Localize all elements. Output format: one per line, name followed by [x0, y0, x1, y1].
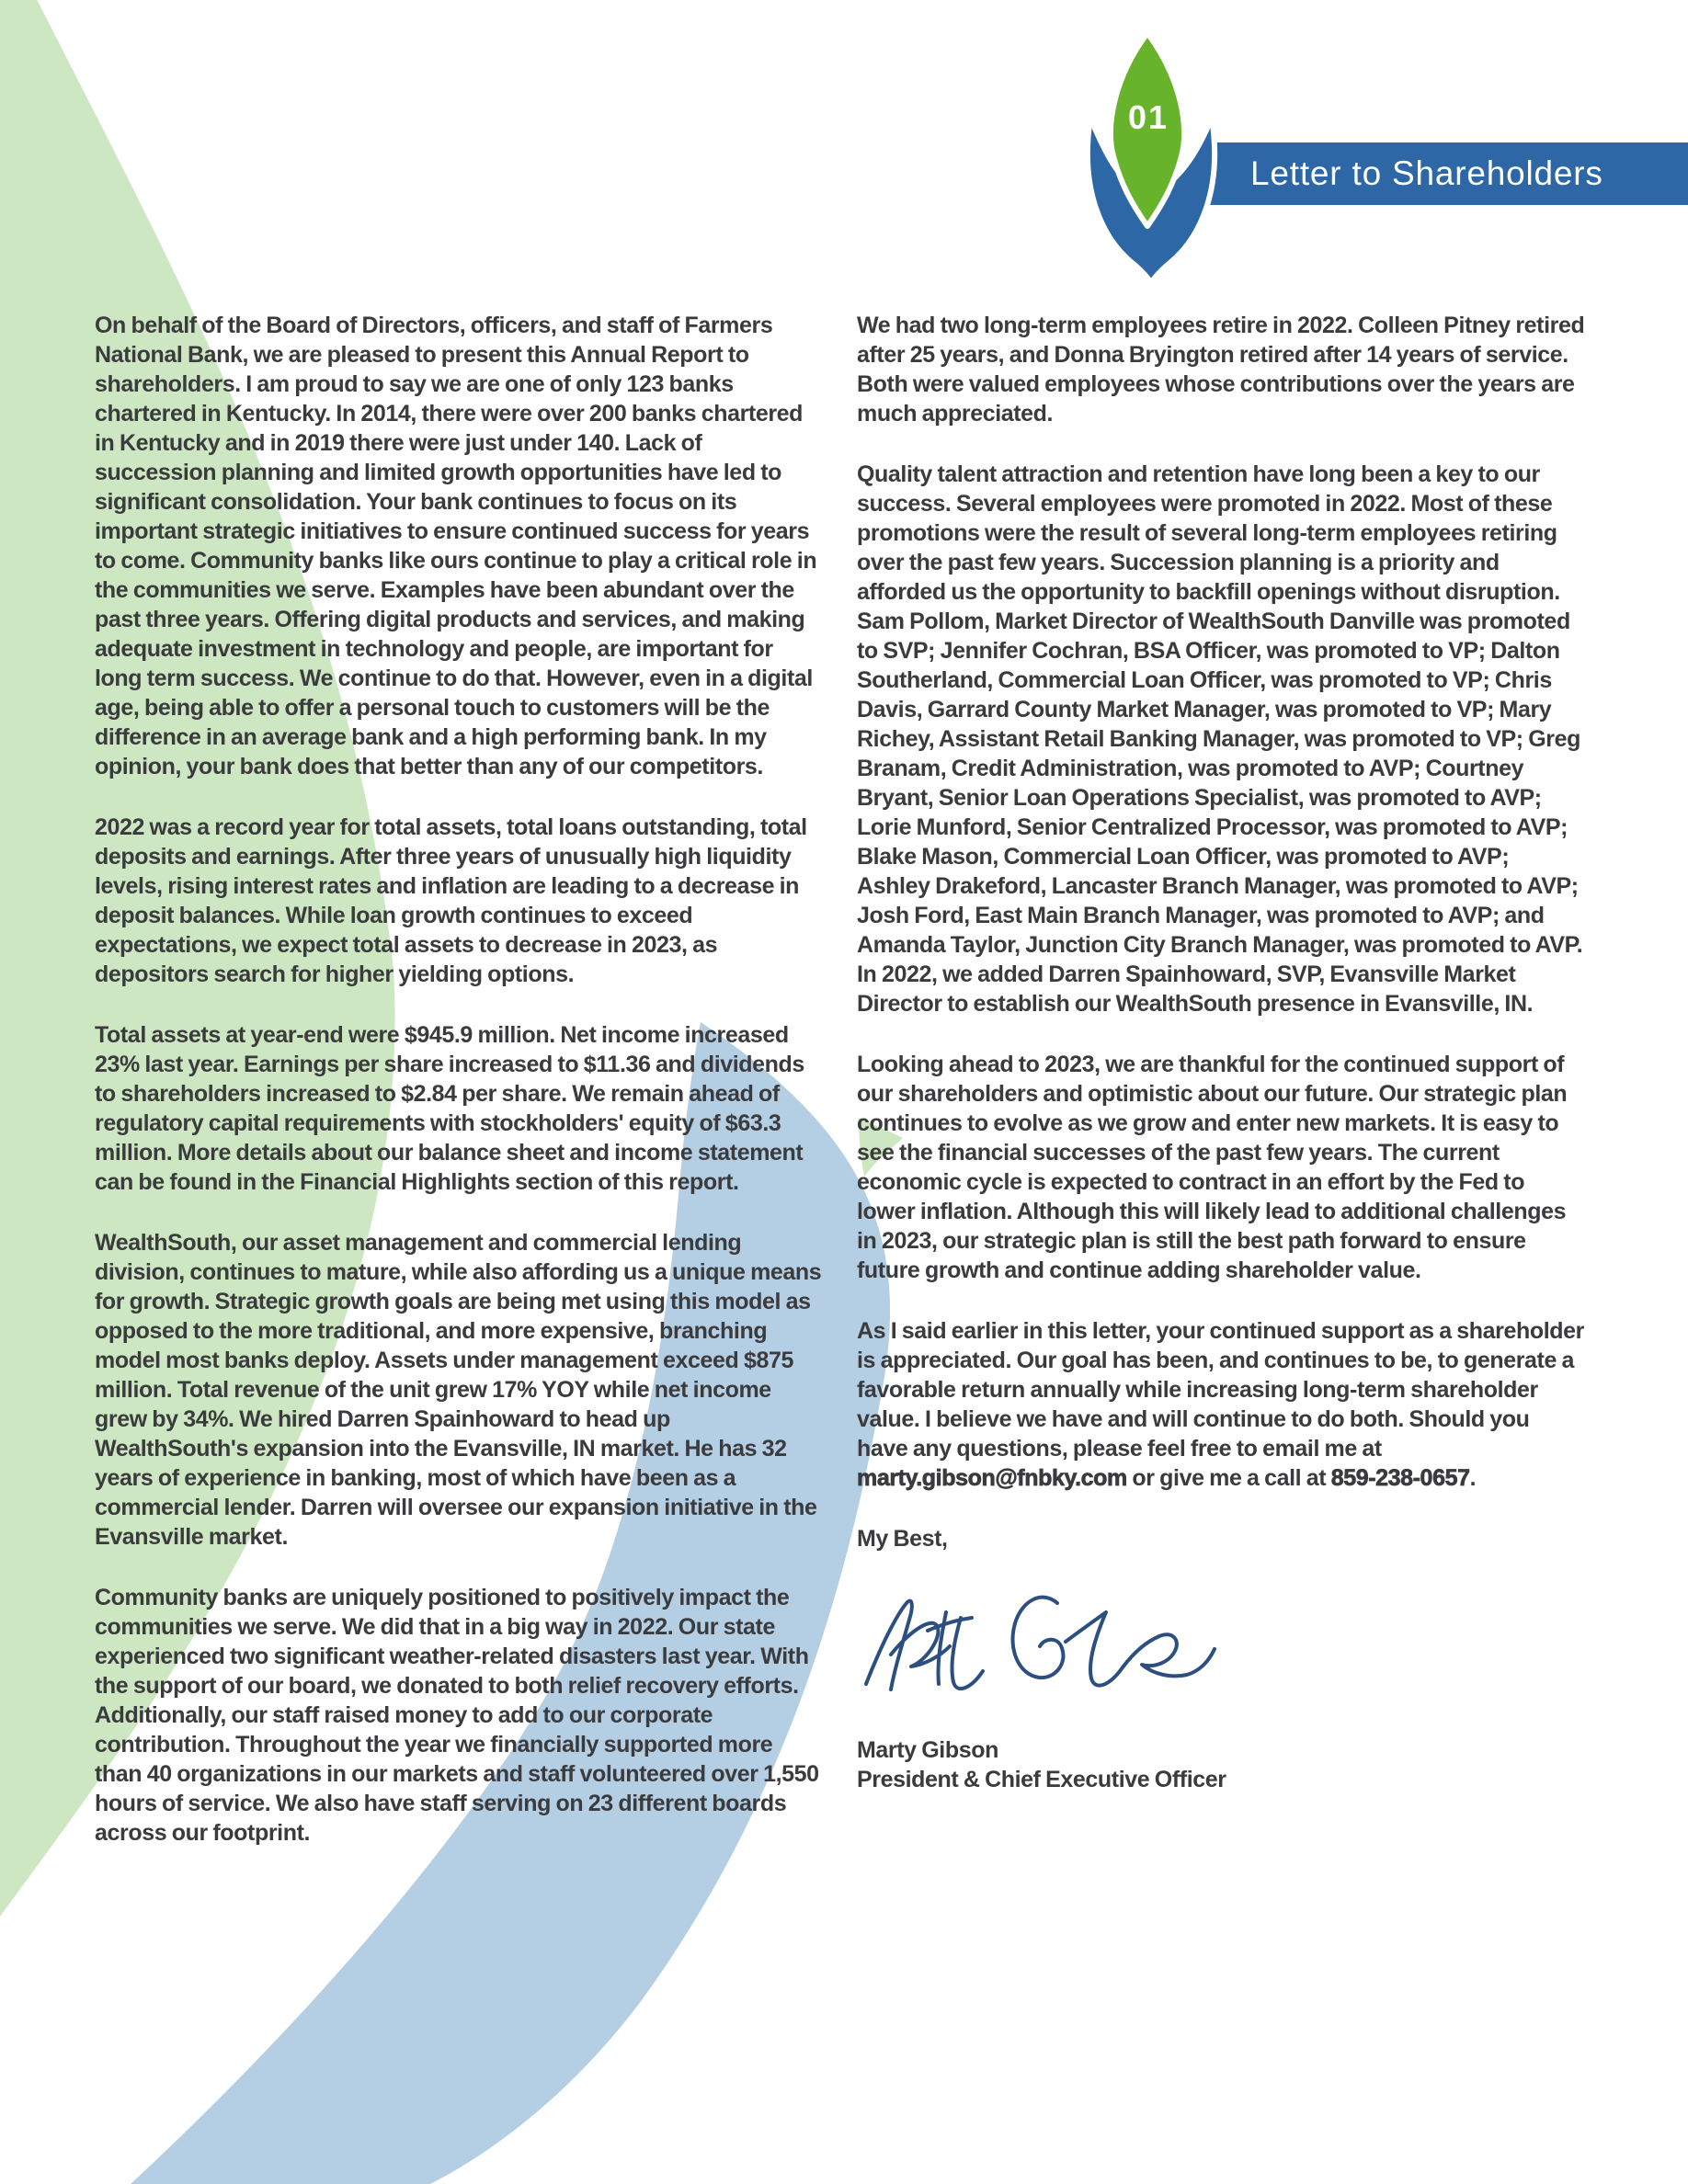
- paragraph-right-1: We had two long-term employees retire in 2022. Colleen Pitney retired after 25 years, and Donna Bryington retired after 14 years of service. Both were valued employees whose contributions over the years are much appreciated.: [857, 313, 1585, 427]
- signature: [857, 1564, 1585, 1719]
- phone-number: 859-238-0657: [1330, 1465, 1470, 1491]
- banner-title: Letter to Shareholders: [1250, 154, 1603, 192]
- signer-name: Marty Gibson: [857, 1737, 998, 1763]
- closing-salutation: My Best,: [857, 1526, 948, 1552]
- signer-title: President & Chief Executive Officer: [857, 1767, 1226, 1792]
- paragraph-right-4: [857, 1316, 1585, 1493]
- left-column: [95, 311, 823, 1879]
- closing-paragraph-post: .: [1469, 1465, 1477, 1491]
- right-column: [857, 311, 1585, 1794]
- paragraph-left-5: Community banks are uniquely positioned to positively impact the communities we serve. We did that in a big way in 2022. Our state experienced two significant weather-related disasters last year. With the support of our board, we donated to both relief recovery efforts. Additionally, our staff raised money to add to our corporate contribution. Throughout the year we financially supported more than 40 organizations in our markets and staff volunteered over 1,550 hours of service. We also have staff serving on 23 different boards across our footprint.: [95, 1585, 819, 1846]
- paragraph-left-2: 2022 was a record year for total assets, total loans outstanding, total deposits and earnings. After three years of unusually high liquidity levels, rising interest rates and inflation are leading to a decrease in deposit balances. While loan growth continues to exceed expectations, we expect total assets to decrease in 2023, as depositors search for higher yielding options.: [95, 814, 807, 987]
- closing-paragraph-pre: As I said earlier in this letter, your continued support as a shareholder is appreciated. Our goal has been, and continues to be, to generate a favorable return annually while increasing long-term shareholder value. I believe we have and will continue to do both. Should you have any questions, please feel free to email me at: [857, 1318, 1584, 1462]
- paragraph-left-4: WealthSouth, our asset management and commercial lending division, continues to mature, while also affording us a unique means for growth. Strategic growth goals are being met using this model as opposed to the more traditional, and more expensive, branching model most banks deploy. Assets under management exceed $875 million. Total revenue of the unit grew 17% YOY while net income grew by 34%. We hired Darren Spainhoward to head up WealthSouth's expansion into the Evansville, IN market. He has 32 years of experience in banking, most of which have been as a commercial lender. Darren will oversee our expansion initiative in the Evansville market.: [95, 1230, 822, 1550]
- signature-strokes: [857, 1564, 1225, 1716]
- paragraph-left-1: On behalf of the Board of Directors, officers, and staff of Farmers National Bank, we are pleased to present this Annual Report to shareholders. I am proud to say we are one of only 123 banks chartered in Kentucky. In 2014, there were over 200 banks chartered in Kentucky and in 2019 there were just under 140. Lack of succession planning and limited growth opportunities have led to significant consolidation. Your bank continues to focus on its important strategic initiatives to ensure continued success for years to come. Community banks like ours continue to play a critical role in the communities we serve. Examples have been abundant over the past three years. Offering digital products and services, and making adequate investment in technology and people, are important for long term success. We continue to do that. However, even in a digital age, being able to offer a personal touch to customers will be the difference in an average bank and a high performing bank. In my opinion, your bank does that better than any of our competitors.: [95, 313, 817, 779]
- email-address: marty.gibson@fnbky.com: [857, 1465, 1127, 1491]
- signature-name-block: [857, 1735, 1585, 1794]
- paragraph-right-3: Looking ahead to 2023, we are thankful for the continued support of our shareholders and optimistic about our future. Our strategic plan continues to evolve as we grow and enter new markets. It is easy to see the financial successes of the past few years. The current economic cycle is expected to contract in an effort by the Fed to lower inflation. Although this will likely lead to additional challenges in 2023, our strategic plan is still the best path forward to ensure future growth and continue adding shareholder value.: [857, 1052, 1568, 1283]
- paragraph-right-2: Quality talent attraction and retention have long been a key to our success. Several employees were promoted in 2022. Most of these promotions were the result of several long-term employees retiring over the past few years. Succession planning is a priority and afforded us the opportunity to backfill openings without disruption. Sam Pollom, Market Director of WealthSouth Danville was promoted to SVP; Jennifer Cochran, BSA Officer, was promoted to VP; Dalton Southerland, Commercial Loan Officer, was promoted to VP; Chris Davis, Garrard County Market Manager, was promoted to VP; Mary Richey, Assistant Retail Banking Manager, was promoted to VP; Greg Branam, Credit Administration, was promoted to AVP; Courtney Bryant, Senior Loan Operations Specialist, was promoted to AVP; Lorie Munford, Senior Centralized Processor, was promoted to AVP; Blake Mason, Commercial Loan Officer, was promoted to AVP; Ashley Drakeford, Lancaster Branch Manager, was promoted to AVP; Josh Ford, East Main Branch Manager, was promoted to AVP; and Amanda Taylor, Junction City Branch Manager, was promoted to AVP. In 2022, we added Darren Spainhoward, SVP, Evansville Market Director to establish our WealthSouth presence in Evansville, IN.: [857, 461, 1583, 1017]
- closing-paragraph-mid: or give me a call at: [1126, 1465, 1331, 1491]
- page-number-badge: 01: [1127, 98, 1169, 136]
- paragraph-left-3: Total assets at year-end were $945.9 million. Net income increased 23% last year. Earnings per share increased to $11.36 and dividends to shareholders increased to $2.84 per share. We remain ahead of regulatory capital requirements with stockholders' equity of $63.3 million. More details about our balance sheet and income statement can be found in the Financial Highlights section of this report.: [95, 1022, 804, 1195]
